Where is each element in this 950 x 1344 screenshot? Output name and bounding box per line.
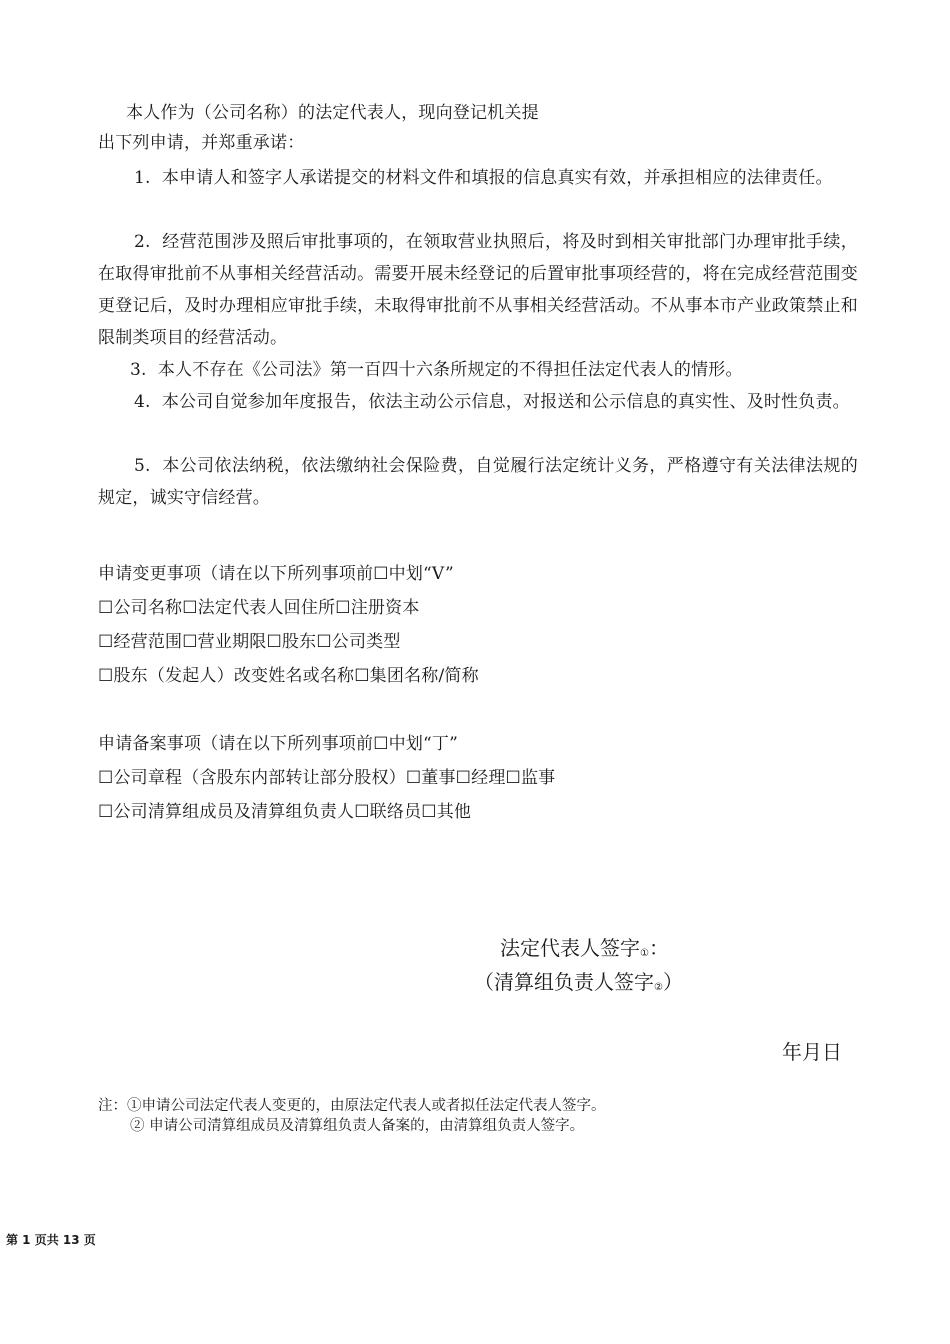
change-items-row-1: ☐公司名称☐法定代表人回住所☐注册资本 <box>98 598 420 618</box>
date-label: 年月日 <box>782 1040 842 1064</box>
filing-items-row-2: ☐公司清算组成员及清算组负责人☐联络员☐其他 <box>98 802 472 822</box>
liquidation-close-paren: ） <box>662 970 683 994</box>
intro-line-1: 本人作为（公司名称）的法定代表人，现向登记机关提 <box>126 103 539 123</box>
commitment-4 <box>98 386 858 418</box>
intro-line-2: 出下列申请，并郑重承诺： <box>98 133 305 153</box>
page-number: 第 1 页共 13 页 <box>6 1233 96 1247</box>
liquidation-signature-text: （清算组负责人签字 <box>474 970 654 994</box>
commitment-5-number: 5. <box>134 456 151 476</box>
commitment-1 <box>98 162 858 194</box>
commitment-5 <box>98 450 858 514</box>
legal-rep-signature-label <box>500 934 669 968</box>
change-items-row-3: ☐股东（发起人）改变姓名或名称☐集团名称/简称 <box>98 666 479 686</box>
filing-items-heading: 申请备案事项（请在以下所列事项前☐中划“丁” <box>98 734 459 754</box>
commitment-3-text: 本人不存在《公司法》第一百四十六条所规定的不得担任法定代表人的情形。 <box>157 360 743 380</box>
commitment-1-number: 1. <box>134 168 151 188</box>
note-line-2: ② 申请公司清算组成员及清算组负责人备案的，由清算组负责人签字。 <box>130 1118 585 1134</box>
note-line-1: 注：①申请公司法定代表人变更的，由原法定代表人或者拟任法定代表人签字。 <box>98 1098 606 1114</box>
legal-rep-signature-text: 法定代表人签字 <box>500 936 640 960</box>
commitment-3-number: 3. <box>130 360 147 380</box>
liquidation-note-mark: ② <box>654 982 663 993</box>
filing-items-row-1: ☐公司章程（含股东内部转让部分股权）☐董事☐经理☐监事 <box>98 768 556 788</box>
commitment-2 <box>98 226 858 354</box>
commitment-2-number: 2. <box>134 232 151 252</box>
commitment-4-number: 4. <box>134 392 151 412</box>
commitment-2-text: 经营范围涉及照后审批事项的，在领取营业执照后，将及时到相关审批部门办理审批手续，在取得审批前不从事相关经营活动。需要开展未经登记的后置审批事项经营的，将在完成经营范围变更登记后，及时办理相应审批手续，未取得审批前不从事相关经营活动。不从事本市产业政策禁止和限制类项目的经营活动。 <box>98 232 858 348</box>
liquidation-signature-label <box>474 968 683 1002</box>
commitment-5-text: 本公司依法纳税，依法缴纳社会保险费，自觉履行法定统计义务，严格遵守有关法律法规的规定，诚实守信经营。 <box>98 456 858 508</box>
commitment-3 <box>98 354 858 386</box>
legal-rep-colon: ： <box>648 936 669 960</box>
legal-rep-note-mark: ① <box>640 948 649 959</box>
change-items-row-2: ☐经营范围☐营业期限☐股东☐公司类型 <box>98 632 401 652</box>
commitment-1-text: 本申请人和签字人承诺提交的材料文件和填报的信息真实有效，并承担相应的法律责任。 <box>161 168 833 188</box>
commitment-4-text: 本公司自觉参加年度报告，依法主动公示信息，对报送和公示信息的真实性、及时性负责。 <box>161 392 850 412</box>
change-items-heading: 申请变更事项（请在以下所列事项前☐中划“V” <box>98 564 454 584</box>
